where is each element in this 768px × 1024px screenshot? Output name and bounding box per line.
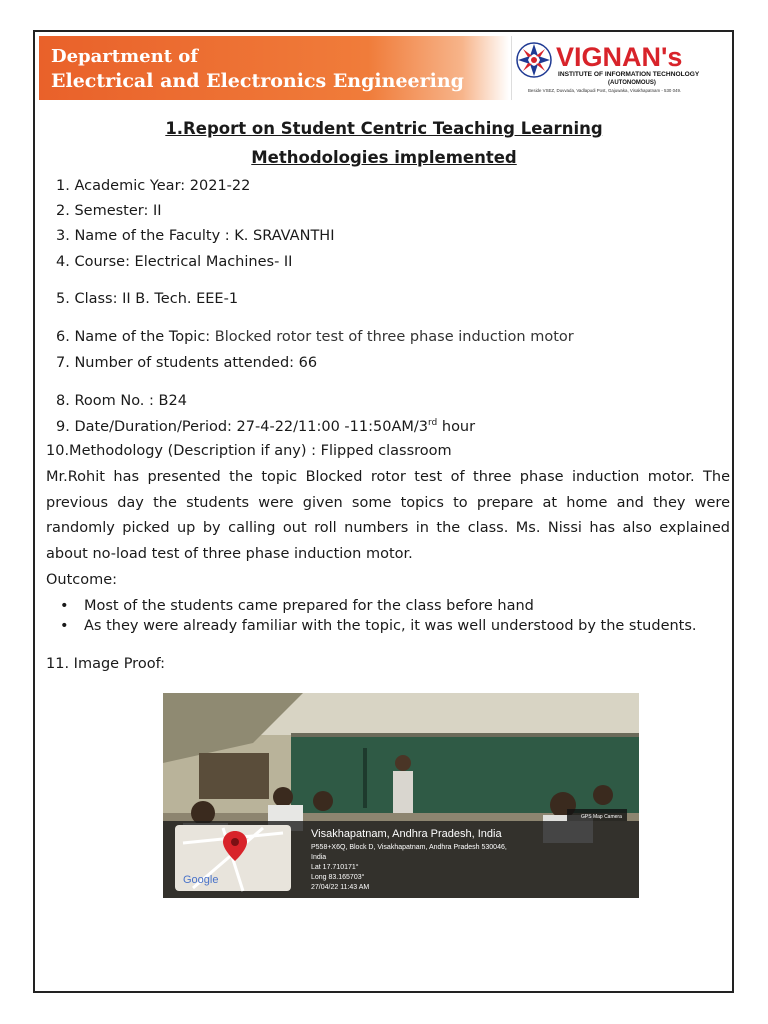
date-main: 9. Date/Duration/Period: 27-4-22/11:00 -11:50AM/3 bbox=[56, 418, 428, 435]
classroom-photo bbox=[163, 693, 639, 898]
topic-value: Blocked rotor test of three phase induction motor bbox=[210, 329, 574, 345]
camera-app-label: GPS Map Camera bbox=[581, 814, 622, 820]
image-proof-label: 11. Image Proof: bbox=[46, 656, 166, 672]
description-paragraph: Mr.Rohit has presented the topic Blocked rotor test of three phase induction motor. The previous day the students were given some topics to prepare at home and they were randomly picked up by calling out roll numbers in the class. Ms. Nissi has also explained about no-load test of three phase induction motor. bbox=[46, 469, 730, 562]
gps-city: Visakhapatnam, Andhra Pradesh, India bbox=[311, 828, 502, 840]
outcome-bullet-2 bbox=[60, 617, 731, 635]
outcome-label: Outcome: bbox=[46, 572, 118, 588]
bullet-text: As they were already familiar with the topic, it was well understood by the students. bbox=[84, 618, 697, 634]
bullet-text: Most of the students came prepared for the class before hand bbox=[84, 598, 534, 614]
department-line-2: Electrical and Electronics Engineering bbox=[51, 70, 464, 92]
header-banner bbox=[39, 36, 728, 100]
room-number: 8. Room No. : B24 bbox=[56, 393, 187, 409]
report-title-line-2: Methodologies implemented bbox=[251, 148, 517, 167]
logo-address-line: Beside VSEZ, Duvvada, Vadlapudi Post, Gajuwaka, Visakhapatnam - 530 049. bbox=[528, 88, 682, 93]
faculty-name: 3. Name of the Faculty : K. SRAVANTHI bbox=[56, 228, 335, 244]
topic-label: 6. Name of the Topic: bbox=[56, 329, 211, 345]
topic-name bbox=[56, 329, 574, 345]
logo-emblem-icon bbox=[517, 43, 551, 77]
class-name: 5. Class: II B. Tech. EEE-1 bbox=[56, 291, 239, 307]
gps-datetime: 27/04/22 11:43 AM bbox=[311, 884, 370, 891]
vignan-logo bbox=[511, 36, 728, 100]
gps-country: India bbox=[311, 854, 327, 861]
logo-autonomous-line: (AUTONOMOUS) bbox=[608, 80, 656, 86]
report-title-line-1: 1.Report on Student Centric Teaching Learning bbox=[165, 119, 603, 138]
gps-longitude: Long 83.165703° bbox=[311, 874, 365, 881]
department-line-1: Department of bbox=[51, 46, 199, 67]
semester: 2. Semester: II bbox=[56, 203, 162, 219]
logo-wordmark: VIGNAN's bbox=[556, 42, 683, 72]
gps-address: P558+X6Q, Block D, Visakhapatnam, Andhra Pradesh 530046, bbox=[311, 844, 507, 851]
date-duration-period bbox=[56, 418, 475, 435]
date-tail: hour bbox=[437, 418, 476, 435]
department-name bbox=[51, 46, 464, 94]
date-superscript: rd bbox=[428, 418, 438, 428]
methodology: 10.Methodology (Description if any) : Flipped classroom bbox=[46, 443, 452, 459]
bullet-icon: • bbox=[60, 598, 69, 614]
logo-institute-line: INSTITUTE OF INFORMATION TECHNOLOGY bbox=[558, 71, 700, 78]
outcome-bullet-1 bbox=[60, 597, 731, 615]
course-name: 4. Course: Electrical Machines- II bbox=[56, 254, 293, 270]
academic-year: 1. Academic Year: 2021-22 bbox=[56, 178, 251, 194]
gps-latitude: Lat 17.710171° bbox=[311, 864, 359, 871]
google-map-label: Google bbox=[183, 874, 219, 886]
classroom-photo-drawing bbox=[163, 693, 639, 898]
bullet-icon: • bbox=[60, 618, 69, 634]
students-attended: 7. Number of students attended: 66 bbox=[56, 355, 318, 371]
